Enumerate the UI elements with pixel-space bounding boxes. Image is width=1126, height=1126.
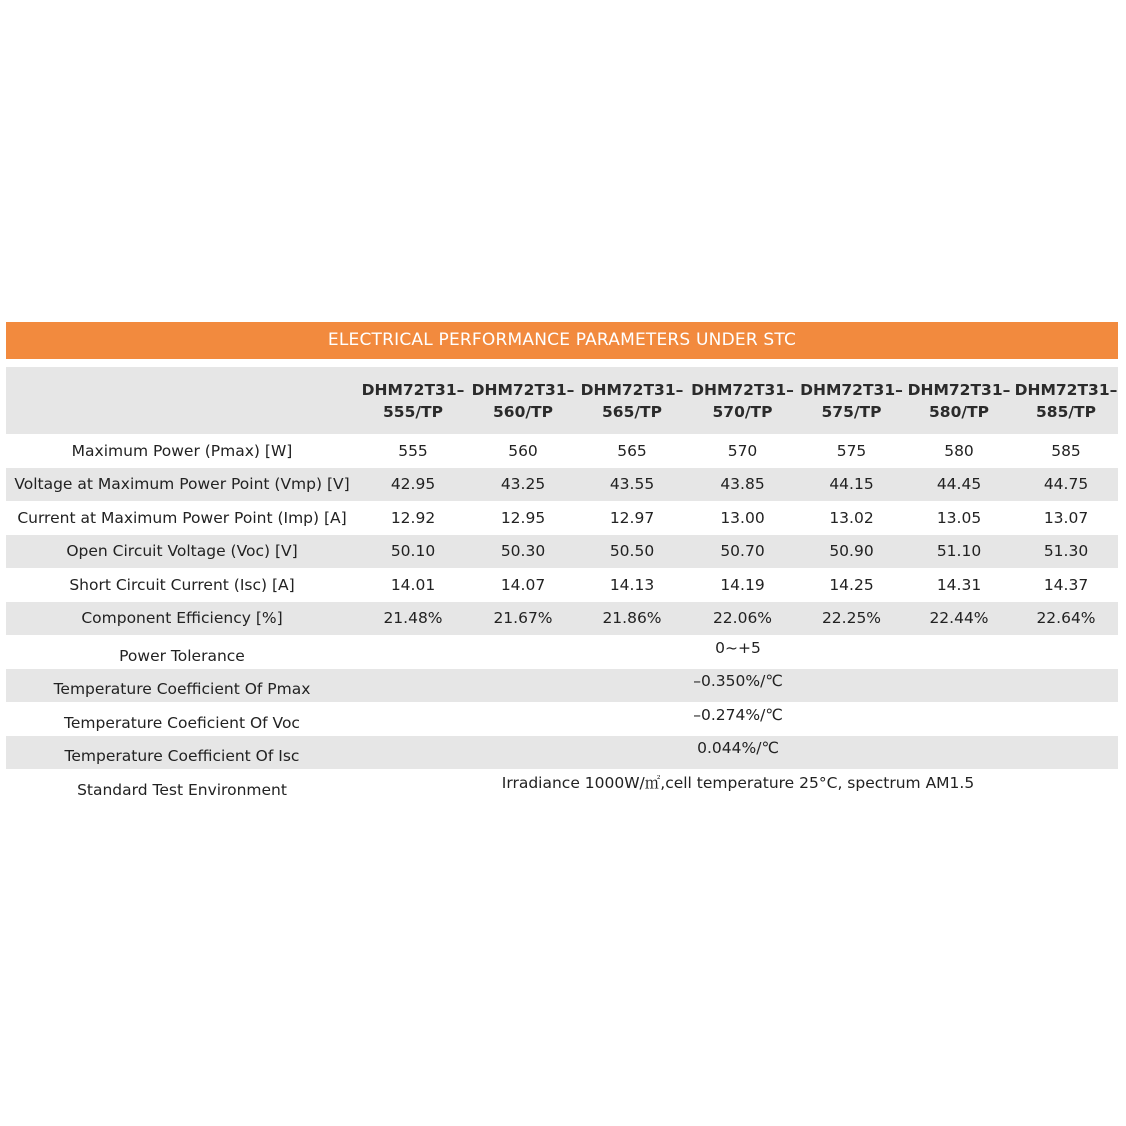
row-label: Temperature Coeficient Of Voc xyxy=(64,713,300,732)
row-label: Current at Maximum Power Point (Imp) [A] xyxy=(17,508,347,527)
model-header xyxy=(799,379,904,423)
table-row-isc xyxy=(6,568,1118,602)
value-cell: 51.30 xyxy=(1043,542,1089,561)
value-cell: 570 xyxy=(727,441,758,460)
value-cell: 50.90 xyxy=(829,542,874,561)
value-cell: 22.44% xyxy=(929,609,989,628)
value-cell: 43.85 xyxy=(720,475,765,494)
value-cell: 585 xyxy=(1051,441,1081,460)
value-cell: 13.05 xyxy=(936,508,982,527)
model-name-line1: DHM72T31– xyxy=(907,380,1011,399)
value-cell: 22.64% xyxy=(1036,609,1096,628)
value-cell: 44.75 xyxy=(1043,475,1089,494)
model-header xyxy=(358,379,468,423)
table-row-imp xyxy=(6,501,1118,535)
row-label: Maximum Power (Pmax) [W] xyxy=(71,441,293,460)
value-cell: 565 xyxy=(617,441,647,460)
row-label: Temperature Coefficient Of Pmax xyxy=(53,680,311,699)
model-name-line2: 585/TP xyxy=(1036,402,1096,421)
value-cell: 42.95 xyxy=(390,475,436,494)
model-name-line1: DHM72T31– xyxy=(580,380,684,399)
row-label: Short Circuit Current (Isc) [A] xyxy=(69,575,295,594)
value-cell: 14.01 xyxy=(390,575,436,594)
row-label: Power Tolerance xyxy=(119,646,245,665)
value-cell: 13.07 xyxy=(1043,508,1089,527)
value-cell: 50.50 xyxy=(609,542,655,561)
model-header xyxy=(686,379,799,423)
value-cell: 12.95 xyxy=(500,508,546,527)
value-cell: 14.13 xyxy=(609,575,655,594)
value-cell: 21.86% xyxy=(602,609,662,628)
model-name-line1: DHM72T31– xyxy=(800,380,903,399)
value-cell: 560 xyxy=(508,441,538,460)
value-cell: 12.92 xyxy=(390,508,436,527)
value-cell: 0.044%/℃ xyxy=(697,739,779,758)
model-name-line2: 570/TP xyxy=(712,402,773,421)
value-cell: Irradiance 1000W/㎡,cell temperature 25°C, spectrum AM1.5 xyxy=(501,773,975,792)
model-name-line2: 575/TP xyxy=(821,402,882,421)
table-row-power-tolerance xyxy=(6,635,1118,669)
value-cell: 13.00 xyxy=(720,508,765,527)
value-cell: 22.06% xyxy=(712,609,773,628)
table-header-row xyxy=(6,367,1118,434)
value-cell: 0~+5 xyxy=(715,638,761,657)
value-cell: 14.07 xyxy=(500,575,546,594)
value-cell: 44.45 xyxy=(936,475,982,494)
model-name-line1: DHM72T31– xyxy=(361,380,465,399)
value-cell: 21.67% xyxy=(493,609,553,628)
value-cell: 12.97 xyxy=(609,508,655,527)
model-name-line2: 555/TP xyxy=(383,402,443,421)
value-cell: 14.37 xyxy=(1043,575,1089,594)
table-row-temp-coeff-isc xyxy=(6,736,1118,770)
model-name-line1: DHM72T31– xyxy=(1014,380,1118,399)
value-cell: 50.10 xyxy=(390,542,436,561)
table-title-banner: ELECTRICAL PERFORMANCE PARAMETERS UNDER STC xyxy=(6,322,1118,359)
model-header xyxy=(1014,379,1118,423)
value-cell: 44.15 xyxy=(829,475,874,494)
value-cell: 43.25 xyxy=(500,475,546,494)
model-name-line2: 565/TP xyxy=(602,402,662,421)
row-label: Voltage at Maximum Power Point (Vmp) [V] xyxy=(14,475,350,494)
value-cell: –0.350%/℃ xyxy=(693,672,783,691)
model-header xyxy=(578,379,686,423)
model-name-line2: 580/TP xyxy=(929,402,989,421)
value-cell: 14.19 xyxy=(720,575,765,594)
value-cell: 14.25 xyxy=(829,575,874,594)
value-cell: 51.10 xyxy=(936,542,982,561)
row-label: Temperature Coefficient Of Isc xyxy=(64,747,300,766)
model-name-line1: DHM72T31– xyxy=(471,380,575,399)
model-name-line1: DHM72T31– xyxy=(691,380,794,399)
row-label: Standard Test Environment xyxy=(77,780,287,799)
model-header xyxy=(468,379,578,423)
table-row-vmp xyxy=(6,468,1118,502)
model-header xyxy=(904,379,1014,423)
model-name-line2: 560/TP xyxy=(493,402,553,421)
value-cell: 555 xyxy=(398,441,428,460)
value-cell: 50.70 xyxy=(720,542,765,561)
value-cell: 22.25% xyxy=(821,609,882,628)
value-cell: 580 xyxy=(944,441,974,460)
table-row-temp-coeff-pmax xyxy=(6,669,1118,703)
value-cell: 21.48% xyxy=(383,609,443,628)
value-cell: 14.31 xyxy=(936,575,982,594)
table-row-pmax xyxy=(6,434,1118,468)
value-cell: 43.55 xyxy=(609,475,655,494)
electrical-parameters-table xyxy=(6,367,1118,803)
row-label: Component Efficiency [%] xyxy=(81,609,283,628)
value-cell: 575 xyxy=(836,441,867,460)
table-row-efficiency xyxy=(6,602,1118,636)
value-cell: 50.30 xyxy=(500,542,546,561)
table-row-temp-coeff-voc xyxy=(6,702,1118,736)
row-label: Open Circuit Voltage (Voc) [V] xyxy=(66,542,298,561)
table-row-test-environment xyxy=(6,769,1118,803)
table-row-voc xyxy=(6,535,1118,569)
value-cell: 13.02 xyxy=(829,508,874,527)
value-cell: –0.274%/℃ xyxy=(693,705,783,724)
